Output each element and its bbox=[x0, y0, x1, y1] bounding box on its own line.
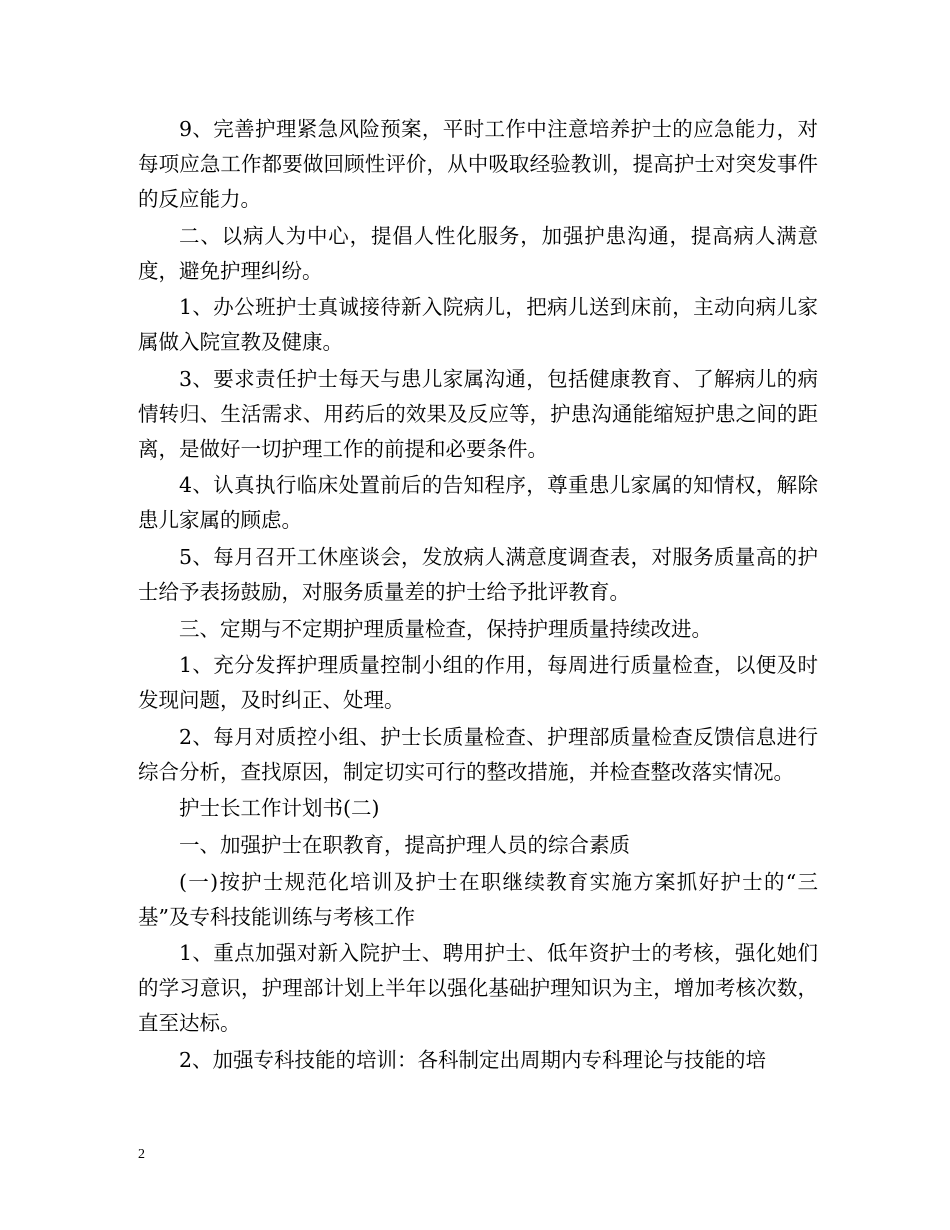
paragraph-informing-procedure: 4、认真执行临床处置前后的告知程序，尊重患儿家属的知情权，解除患儿家属的顾虑。 bbox=[138, 473, 818, 533]
paragraph-in-service-education-heading: 一、加强护士在职教育，提高护理人员的综合素质 bbox=[179, 832, 630, 857]
paragraph-daily-communication: 3、要求责任护士每天与患儿家属沟通，包括健康教育、了解病儿的病情转归、生活需求、用药后的效果及反应等，护患沟通能缩短护患之间的距离，是做好一切护理工作的前提和必要条件。 bbox=[138, 366, 818, 461]
paragraph-admission-reception: 1、办公班护士真诚接待新入院病儿，把病儿送到床前，主动向病儿家属做入院宣教及健康。 bbox=[138, 295, 818, 355]
paragraph-monthly-analysis: 2、每月对质控小组、护士长质量检查、护理部质量检查反馈信息进行综合分析，查找原因，制定切实可行的整改措施，并检查整改落实情况。 bbox=[138, 724, 818, 784]
paragraph-section-two-heading: 二、以病人为中心，提倡人性化服务，加强护患沟通，提高病人满意度，避免护理纠纷。 bbox=[138, 223, 818, 283]
paragraph-quality-control-group: 1、充分发挥护理质量控制小组的作用，每周进行质量检查，以便及时发现问题，及时纠正、处理。 bbox=[138, 653, 818, 713]
paragraph-monthly-forum: 5、每月召开工休座谈会，发放病人满意度调查表，对服务质量高的护士给予表扬鼓励，对服务质量差的护士给予批评教育。 bbox=[138, 544, 818, 604]
paragraph-plan-two-title: 护士长工作计划书(二) bbox=[179, 796, 380, 821]
page-number: 2 bbox=[138, 1147, 145, 1162]
paragraph-emergency-plan: 9、完善护理紧急风险预案，平时工作中注意培养护士的应急能力，对每项应急工作都要做回顾性评价，从中吸取经验教训，提高护士对突发事件的反应能力。 bbox=[138, 117, 818, 211]
paragraph-section-three-heading: 三、定期与不定期护理质量检查，保持护理质量持续改进。 bbox=[179, 616, 712, 641]
document-body bbox=[138, 112, 818, 1079]
paragraph-new-nurse-assessment: 1、重点加强对新入院护士、聘用护士、低年资护士的考核，强化她们的学习意识，护理部计划上半年以强化基础护理知识为主，增加考核次数，直至达标。 bbox=[138, 941, 818, 1036]
paragraph-specialty-skills-training: 2、加强专科技能的培训：各科制定出周期内专科理论与技能的培 bbox=[179, 1047, 767, 1072]
paragraph-standardized-training: (一)按护士规范化培训及护士在职继续教育实施方案抓好护士的“三基”及专科技能训练与考核工作 bbox=[138, 869, 818, 929]
